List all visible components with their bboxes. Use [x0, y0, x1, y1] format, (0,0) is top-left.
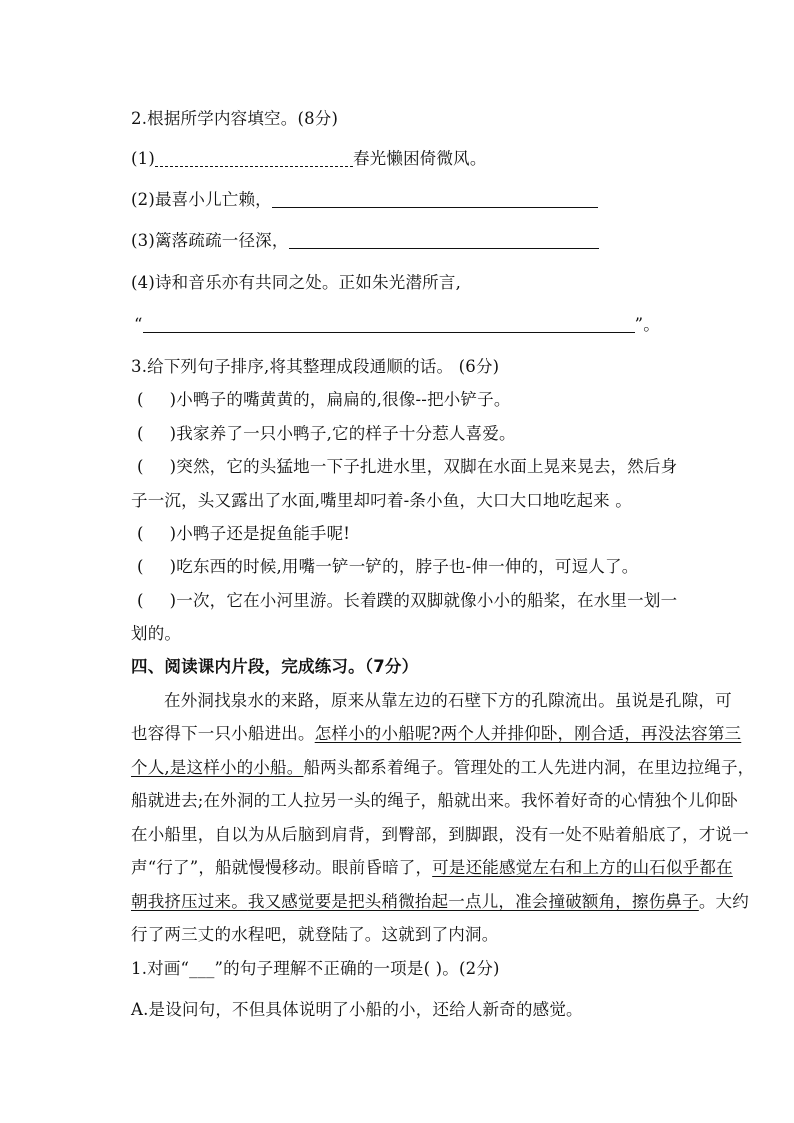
q3-sentence-4: ( )小鸭子还是捉鱼能手呢!	[137, 524, 351, 543]
q2-item2	[131, 189, 598, 211]
answer-paren[interactable]: ( )	[137, 390, 177, 409]
underlined-sentence-2-cont: 朝我挤压过来。	[131, 892, 248, 911]
answer-paren[interactable]: ( )	[137, 557, 177, 576]
passage-line-5: 在小船里，自以为从后脑到肩背，到臀部，到脚跟，没有一处不贴着船底了，才说一	[131, 825, 749, 844]
q3-sentence-6-cont: 划的。	[131, 624, 182, 643]
q3-sentence-5: ( )吃东西的时候,用嘴一铲一铲的，脖子也-伸一伸的，可逗人了。	[137, 557, 639, 576]
q2-item3	[131, 230, 599, 252]
q3-sentence-6: ( )一次，它在小河里游。长着蹼的双脚就像小小的船桨，在水里一划一	[137, 591, 678, 610]
underlined-sentence-2: 可是还能感觉左右和上方的山石似乎都在	[432, 858, 733, 877]
answer-paren[interactable]: ( )	[137, 424, 177, 443]
passage-line-3: 个人,是这样小的小船。船两头都系着绳子。管理处的工人先进内洞，在里边拉绳子，	[131, 758, 755, 777]
q2-title: 2.根据所学内容填空。(8分)	[131, 109, 339, 128]
answer-paren[interactable]: ( )	[137, 591, 177, 610]
underlined-sentence-1: 怎样小的小船呢?两个人并排仰卧，刚合适，再没法容第三	[314, 724, 742, 743]
q2-item1-blank[interactable]	[155, 150, 353, 167]
q3-sentence-2: ( )我家养了一只小鸭子,它的样子十分惹人喜爱。	[137, 424, 516, 443]
q3-sentence-1: ( )小鸭子的嘴黄黄的，扁扁的,很像--把小铲子。	[137, 390, 511, 409]
q3-title: 3.给下列句子排序,将其整理成段通顺的话。 (6分)	[131, 357, 500, 376]
q2-item1	[131, 148, 487, 170]
section-4-heading: 四、阅读课内片段，完成练习。（7分）	[131, 657, 419, 676]
q2-item4-blank[interactable]	[143, 316, 635, 333]
sub-question-1: 1.对画“___”的句子理解不正确的一项是( )。(2分)	[131, 959, 500, 978]
underlined-sentence-1-cont: 个人,是这样小的小船。	[131, 758, 304, 777]
q2-item2-text: (2)最喜小儿亡赖，	[131, 190, 272, 209]
q2-item4-quote	[134, 314, 660, 336]
q3-sentence-3-cont: 子一沉，头又露出了水面,嘴里却叼着-条小鱼，大口大口地吃起来 。	[131, 491, 632, 510]
passage-line-8: 行了两三丈的水程吧，就登陆了。这就到了内洞。	[131, 925, 499, 944]
passage-line-6: 声“行了”，船就慢慢移动。眼前昏暗了，可是还能感觉左右和上方的山石似乎都在	[131, 858, 733, 877]
q2-item1-text: 春光懒困倚微风。	[352, 149, 487, 168]
underlined-sentence-3: 我又感觉要是把头稍微抬起一点儿，准会撞破额角，擦伤鼻子	[247, 892, 699, 911]
q3-sentence-3: ( )突然，它的头猛地一下子扎进水里，双脚在水面上晃来晃去，然后身	[137, 457, 678, 476]
answer-paren[interactable]: ( )	[137, 524, 177, 543]
answer-paren[interactable]: ( )	[137, 457, 177, 476]
open-quote: “	[134, 315, 143, 334]
close-quote: ”。	[634, 315, 660, 334]
q2-item3-blank[interactable]	[289, 232, 599, 249]
passage-line-2: 也容得下一只小船进出。怎样小的小船呢?两个人并排仰卧，刚合适，再没法容第三	[131, 724, 742, 743]
passage-line-1: 在外洞找泉水的来路，原来从靠左边的石壁下方的孔隙流出。虽说是孔隙，可	[164, 691, 732, 710]
q2-item1-number: (1)	[131, 149, 155, 168]
q2-item3-text: (3)篱落疏疏一径深，	[131, 231, 289, 250]
option-a[interactable]: A.是设问句，不但具体说明了小船的小，还给人新奇的感觉。	[131, 1000, 583, 1019]
q2-item4: (4)诗和音乐亦有共同之处。正如朱光潜所言,	[131, 273, 462, 292]
passage-line-4: 船就进去;在外洞的工人拉另一头的绳子，船就出来。我怀着好奇的心情独个儿仰卧	[131, 791, 738, 810]
passage-line-7: 朝我挤压过来。我又感觉要是把头稍微抬起一点儿，准会撞破额角，擦伤鼻子。大约	[131, 892, 749, 911]
q2-item2-blank[interactable]	[272, 191, 598, 208]
